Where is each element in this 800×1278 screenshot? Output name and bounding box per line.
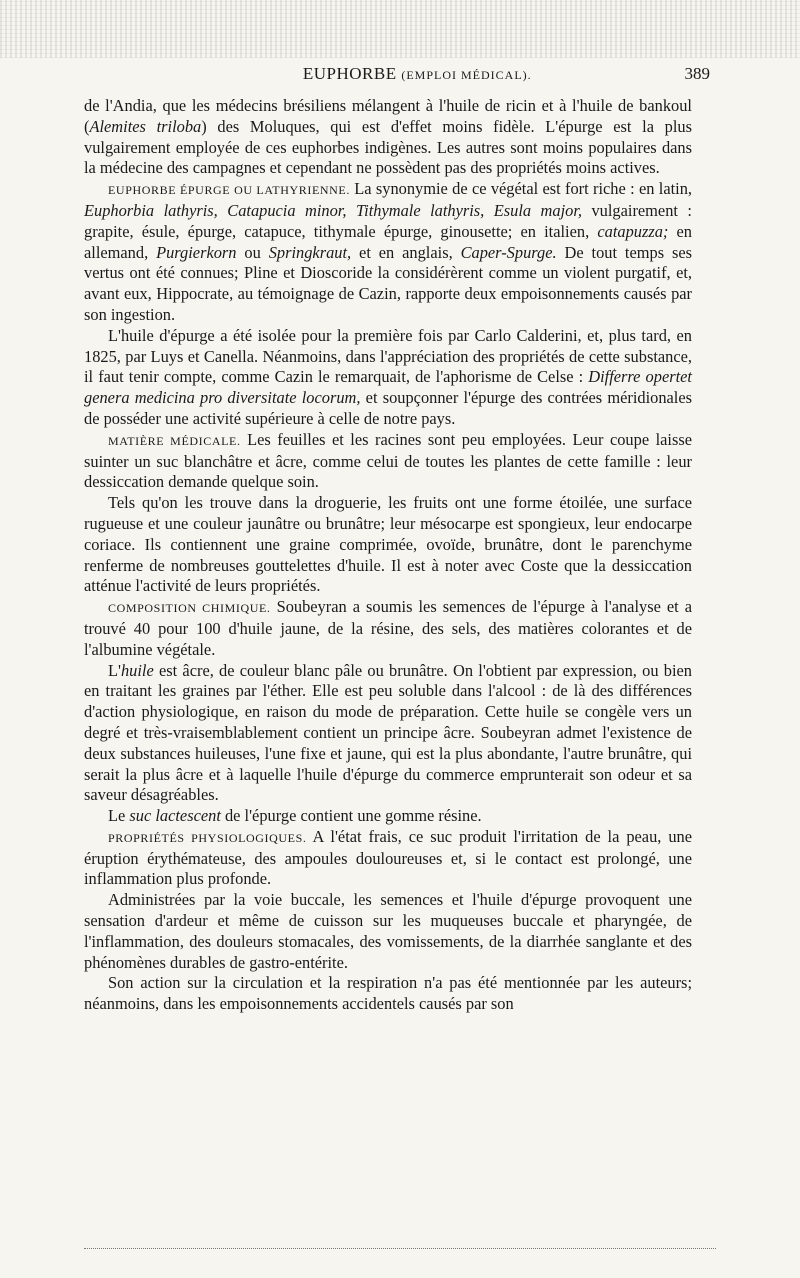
header-main: EUPHORBE — [302, 64, 397, 83]
section-heading: MATIÈRE MÉDICALE. — [108, 433, 241, 448]
paragraph: Administrées par la voie buccale, les semences et l'huile d'épurge provoquent une sensation d'ardeur et même de cuisson sur les muqueuses buccale et pharyngée, de l'inflammation, des douleurs stomacales, des vomissements, de la diarrhée sanglante et des phénomènes durables de gastro-entérite. — [84, 890, 692, 972]
section-heading: PROPRIÉTÉS PHYSIOLOGIQUES. — [108, 830, 307, 845]
paragraph: PROPRIÉTÉS PHYSIOLOGIQUES. A l'état frais, ce suc produit l'irritation de la peau, une éruption érythémateuse, des ampoules douloureuses et, si le contact est prolongé, une inflammation plus profonde. — [84, 826, 692, 889]
paragraph: de l'Andia, que les médecins brésiliens mélangent à l'huile de ricin et à l'huile de bankoul (Alemites triloba) des Moluques, qui est d'effet moins fidèle. L'épurge est la plus vulgairement employée de ces euphorbes indigènes. Les autres sont moins populaires dans la médecine des campagnes et cependant ne possèdent pas des propriétés moins actives. — [84, 96, 692, 178]
page-number: 389 — [684, 64, 710, 83]
paragraph: L'huile est âcre, de couleur blanc pâle ou brunâtre. On l'obtient par expression, ou bien en traitant les graines par l'éther. Elle est peu soluble dans l'alcool : de là des différences d'action physiologique, en raison du mode de préparation. Cette huile se congèle vers un degré et très-vraisemblablement contient un principe âcre. Soubeyran admet l'existence de deux substances huileuses, l'une fixe et jaune, qui est la plus abondante, l'autre brunâtre, qui serait la plus âcre et à laquelle l'huile d'épurge du commerce emprunterait son odeur et sa saveur désagréables. — [84, 660, 692, 805]
body-text — [84, 96, 692, 1015]
paragraph: COMPOSITION CHIMIQUE. Soubeyran a soumis les semences de l'épurge à l'analyse et a trouvé 40 pour 100 d'huile jaune, de la résine, des sels, des matières colorantes et de l'albumine végétale. — [84, 597, 693, 659]
header-title — [150, 64, 685, 84]
paragraph: EUPHORBE ÉPURGE OU LATHYRIENNE. La synonymie de ce végétal est fort riche : en latin, Euphorbia lathyris, Catapucia minor, Tithymale lathyris, Esula major, vulgairement : grapite, ésule, épurge, catapuce, tithymale épurge, ginousette; en italien, catapuzza; en allemand, Purgierkorn ou Springkraut, et en anglais, Caper-Spurge. De tout temps ses vertus ont été connues; Pline et Dioscoride la considérèrent comme un violent purgatif, et, avant eux, Hippocrate, au témoignage de Cazin, rapporte deux empoisonnements causés par son ingestion. — [84, 179, 693, 324]
paragraph: Tels qu'on les trouve dans la droguerie, les fruits ont une forme étoilée, une surface rugueuse et une couleur jaunâtre ou brunâtre; leur mésocarpe est spongieux, leur endocarpe coriace. Ils contiennent une graine comprimée, ovoïde, brunâtre, dont le parenchyme renferme de nombreuses gouttelettes d'huile. Il est à noter avec Coste que la dessiccation atténue l'activité de leurs propriétés. — [84, 493, 692, 596]
paragraph: L'huile d'épurge a été isolée pour la première fois par Carlo Calderini, et, plus tard, en 1825, par Luys et Canella. Néanmoins, dans l'appréciation des propriétés de cette substance, il faut tenir compte, comme Cazin le remarquait, de l'aphorisme de Celse : Differre opertet genera medicina pro diversitate locorum, et soupçonner l'épurge des contrées méridionales de posséder une activité supérieure à celle de notre pays. — [84, 325, 692, 428]
paragraph: Le suc lactescent de l'épurge contient une gomme résine. — [108, 806, 482, 826]
bottom-dotted-rule — [84, 1248, 716, 1249]
section-heading: EUPHORBE ÉPURGE OU LATHYRIENNE. — [108, 183, 350, 198]
scan-noise-band — [0, 0, 800, 58]
running-header — [90, 64, 710, 92]
paragraph: MATIÈRE MÉDICALE. Les feuilles et les racines sont peu employées. Leur coupe laisse suinter un suc blanchâtre et âcre, comme celui de toutes les plantes de cette famille : leur dessiccation demande quelque soin. — [84, 429, 692, 492]
section-heading: COMPOSITION CHIMIQUE. — [108, 601, 271, 616]
paragraph: Son action sur la circulation et la respiration n'a pas été mentionnée par les auteurs; néanmoins, dans les empoisonnements accidentels causés par son — [84, 973, 692, 1014]
header-subtitle: (EMPLOI MÉDICAL). — [401, 68, 532, 82]
